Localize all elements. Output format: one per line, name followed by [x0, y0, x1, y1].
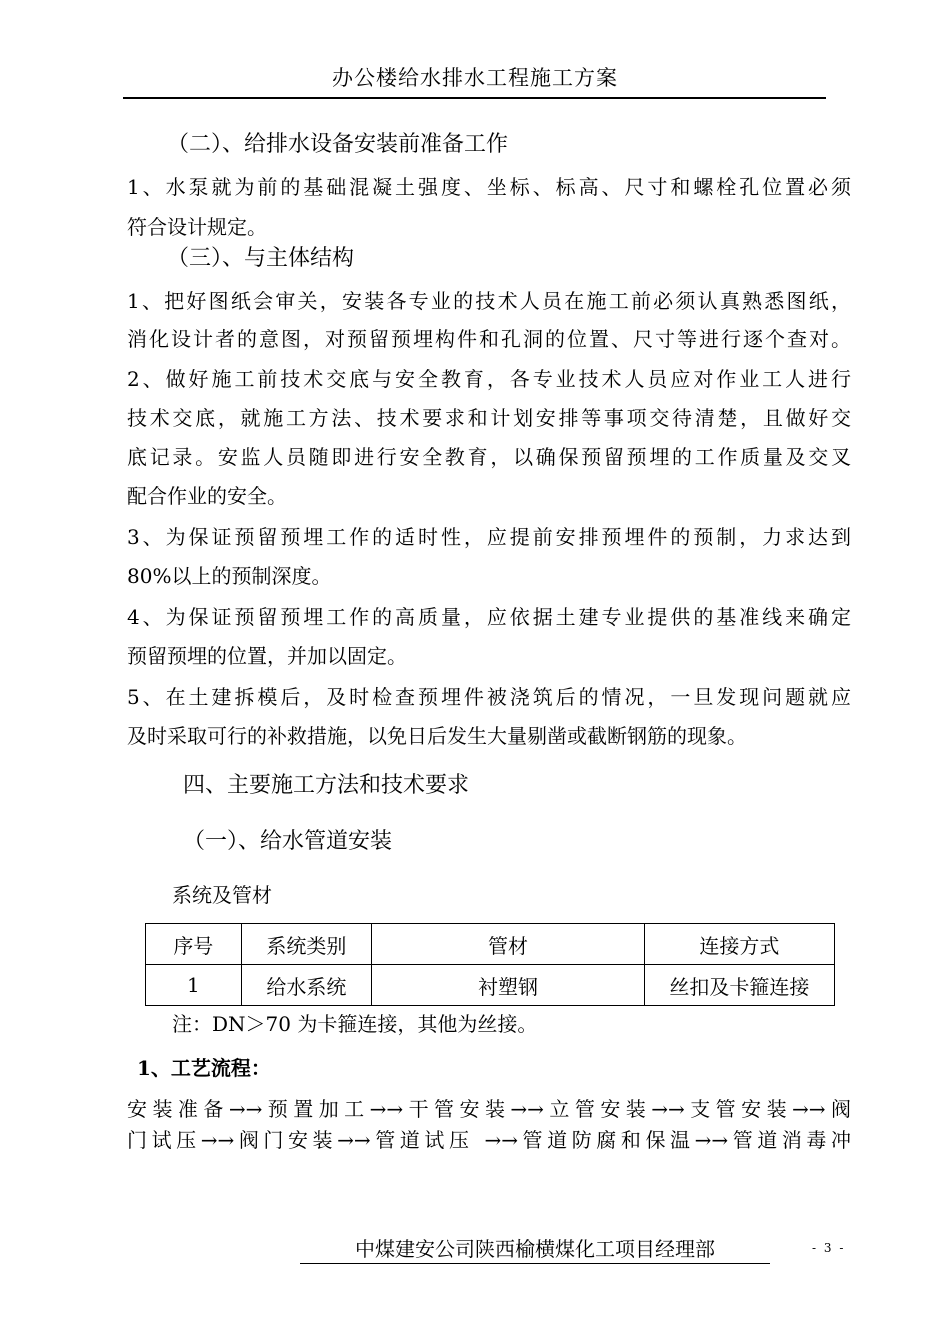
table-header-cell: 管材	[372, 924, 645, 965]
table-caption: 系统及管材	[172, 883, 272, 907]
footer-organization: 中煤建安公司陕西榆横煤化工项目经理部	[355, 1237, 715, 1261]
table-cell: 衬塑钢	[372, 965, 645, 1006]
section3-item2-line2: 技术交底，就施工方法、技术要求和计划安排等事项交待清楚，且做好交	[127, 406, 851, 430]
section3-item3-line2: 80%以上的预制深度。	[127, 564, 332, 588]
pipe-material-table	[145, 923, 835, 1006]
section3-item4-line1: 4、为保证预留预埋工作的高质量，应依据土建专业提供的基准线来确定	[127, 605, 851, 629]
section3-item5-line1: 5、在土建拆模后，及时检查预埋件被浇筑后的情况，一旦发现问题就应	[127, 685, 851, 709]
table-cell: 1	[146, 965, 242, 1006]
header-rule	[123, 97, 826, 99]
table-header-cell: 系统类别	[241, 924, 371, 965]
section2-item1-line2: 符合设计规定。	[127, 215, 267, 239]
chapter4-heading: 四、主要施工方法和技术要求	[183, 773, 470, 798]
section3-item2-line1: 2、做好施工前技术交底与安全教育，各专业技术人员应对作业工人进行	[127, 367, 851, 391]
table-note: 注：DN＞70 为卡箍连接，其他为丝接。	[172, 1012, 538, 1036]
table-header-row	[146, 924, 835, 965]
table-cell: 给水系统	[241, 965, 371, 1006]
table-row	[146, 965, 835, 1006]
footer-rule	[300, 1263, 770, 1264]
section3-item2-line4: 配合作业的安全。	[127, 484, 287, 508]
page-number: - 3 -	[812, 1241, 846, 1255]
section3-item4-line2: 预留预埋的位置，并加以固定。	[127, 644, 407, 668]
page-header-title: 办公楼给水排水工程施工方案	[332, 66, 618, 90]
table-header-cell: 连接方式	[644, 924, 834, 965]
sub1-heading: （一）、给水管道安装	[183, 829, 393, 854]
process-heading: 1、工艺流程：	[137, 1056, 271, 1080]
section3-item1-line1: 1、把好图纸会审关，安装各专业的技术人员在施工前必须认真熟悉图纸，	[127, 289, 851, 313]
section2-item1-line1: 1、水泵就为前的基础混凝土强度、坐标、标高、尺寸和螺栓孔位置必须	[127, 175, 851, 199]
section3-item3-line1: 3、为保证预留预埋工作的适时性，应提前安排预埋件的预制，力求达到	[127, 525, 851, 549]
process-text-line2: 门试压→→阀门安装→→管道试压 →→管道防腐和保温→→管道消毒冲	[127, 1128, 851, 1152]
section3-item5-line2: 及时采取可行的补救措施，以免日后发生大量剔凿或截断钢筋的现象。	[127, 724, 747, 748]
section2-heading: （二）、给排水设备安装前准备工作	[167, 132, 509, 157]
table-header-cell: 序号	[146, 924, 242, 965]
section3-heading: （三）、与主体结构	[167, 246, 355, 271]
section3-item2-line3: 底记录。安监人员随即进行安全教育，以确保预留预埋的工作质量及交叉	[127, 445, 851, 469]
table-cell: 丝扣及卡箍连接	[644, 965, 834, 1006]
section3-item1-line2: 消化设计者的意图，对预留预埋构件和孔洞的位置、尺寸等进行逐个查对。	[127, 327, 851, 351]
process-text-line1: 安装准备→→预置加工→→干管安装→→立管安装→→支管安装→→阀	[127, 1097, 851, 1121]
